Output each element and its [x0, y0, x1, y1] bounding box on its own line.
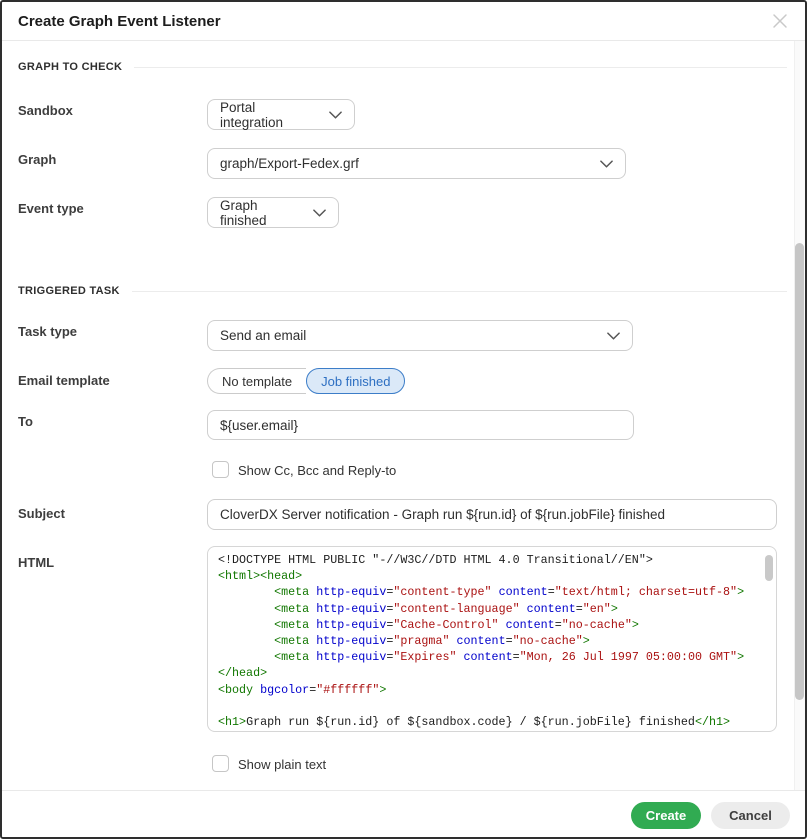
html-label: HTML	[18, 555, 55, 570]
html-code-editor[interactable]	[207, 546, 777, 732]
code-editor-scrollbar-thumb[interactable]	[765, 555, 773, 581]
email-template-toggle	[207, 368, 405, 394]
section-title-graph-to-check: GRAPH TO CHECK	[18, 61, 123, 73]
show-plain-text-label: Show plain text	[238, 757, 327, 772]
graph-select[interactable]	[207, 148, 626, 179]
show-cc-label: Show Cc, Bcc and Reply-to	[238, 463, 397, 478]
html-code-content: <!DOCTYPE HTML PUBLIC "-//W3C//DTD HTML 4.0 Transitional//EN"> <html><head> <meta http-equiv="content-type" content="text/html; charset=utf-8"> <meta http-equiv="content-language" content="en"> <meta http-equiv="Cache-Control" content="no-cache"> <meta http-equiv="pragma" content="no-cache"> <meta http-equiv="Expires" content="Mon, 26 Jul 1997 05:00:00 GMT"> </head> <body bgcolor="#ffffff"> <h1>Graph run ${run.id} of ${sandbox.code} / ${run.jobFile} finished</h1>	[218, 553, 745, 730]
dialog-scrollbar-track[interactable]	[794, 41, 805, 791]
subject-label: Subject	[18, 506, 65, 521]
chevron-down-icon	[600, 156, 613, 171]
dialog-footer	[2, 790, 805, 837]
graph-selected-value: graph/Export-Fedex.grf	[220, 156, 359, 171]
show-plain-text-checkbox[interactable]	[212, 755, 229, 772]
subject-value: CloverDX Server notification - Graph run ${run.id} of ${run.jobFile} finished	[220, 507, 665, 522]
close-icon[interactable]	[771, 12, 789, 30]
section-triggered-task	[18, 285, 787, 297]
task-type-label: Task type	[18, 324, 78, 339]
dialog-title: Create Graph Event Listener	[18, 12, 221, 30]
task-type-selected-value: Send an email	[220, 328, 307, 343]
sandbox-select[interactable]	[207, 99, 355, 130]
email-template-option-no-template[interactable]: No template	[207, 368, 306, 394]
create-button[interactable]: Create	[631, 802, 701, 829]
show-cc-checkbox[interactable]	[212, 461, 229, 478]
chevron-down-icon	[313, 205, 326, 220]
to-label: To	[18, 414, 33, 429]
section-title-triggered-task: TRIGGERED TASK	[18, 285, 120, 297]
chevron-down-icon	[329, 107, 342, 122]
email-template-option-job-finished[interactable]: Job finished	[306, 368, 405, 394]
subject-input[interactable]	[207, 499, 777, 530]
to-value: ${user.email}	[220, 417, 299, 433]
section-divider	[132, 291, 787, 292]
email-template-label: Email template	[18, 373, 110, 388]
section-divider	[134, 67, 787, 68]
cancel-button[interactable]: Cancel	[711, 802, 790, 829]
sandbox-label: Sandbox	[18, 103, 73, 118]
to-input[interactable]	[207, 410, 634, 440]
event-type-select[interactable]	[207, 197, 339, 228]
sandbox-selected-value: Portal integration	[220, 99, 284, 130]
dialog-header	[2, 2, 805, 41]
chevron-down-icon	[607, 328, 620, 343]
task-type-select[interactable]	[207, 320, 633, 351]
event-type-selected-value: Graph finished	[220, 197, 267, 228]
section-graph-to-check	[18, 61, 787, 73]
dialog-scrollbar-thumb[interactable]	[795, 243, 804, 700]
graph-label: Graph	[18, 152, 57, 167]
event-type-label: Event type	[18, 201, 84, 216]
